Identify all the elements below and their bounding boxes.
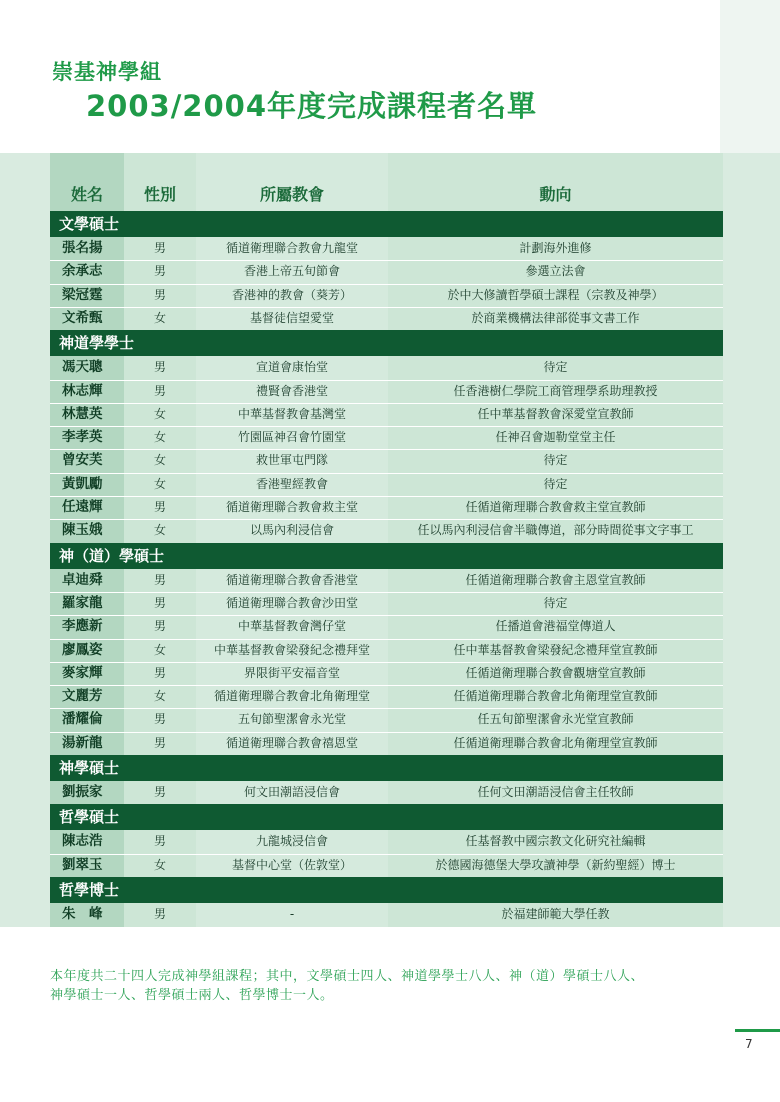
gender-cell: 男 bbox=[153, 572, 166, 587]
gender-cell: 女 bbox=[153, 476, 166, 491]
gender-cell: 男 bbox=[153, 287, 166, 302]
direction-cell: 參選立法會 bbox=[525, 264, 586, 279]
table-row bbox=[50, 380, 723, 403]
church-cell: 五旬節聖潔會永光堂 bbox=[237, 712, 346, 727]
row-divider bbox=[50, 708, 723, 709]
gender-cell: 男 bbox=[153, 619, 166, 634]
page-title bbox=[86, 84, 537, 125]
church-cell: 救世軍屯門隊 bbox=[255, 453, 328, 468]
row-divider bbox=[50, 496, 723, 497]
table-row bbox=[50, 592, 723, 615]
church-cell: 界限街平安福音堂 bbox=[243, 665, 340, 680]
summary-line-2: 神學碩士一人、哲學碩士兩人、哲學博士一人。 bbox=[50, 988, 334, 1003]
church-cell: 循道衛理聯合教會香港堂 bbox=[225, 572, 358, 587]
row-divider bbox=[50, 615, 723, 616]
gender-cell: 女 bbox=[153, 430, 166, 445]
name-cell: 陳志浩 bbox=[50, 830, 124, 853]
church-cell: 香港聖經教會 bbox=[255, 476, 328, 491]
direction-cell: 待定 bbox=[543, 476, 568, 491]
name-cell: 劉翠玉 bbox=[50, 854, 124, 877]
header-church: 所屬教會 bbox=[259, 185, 324, 204]
name-cell: 林志輝 bbox=[50, 380, 124, 403]
church-cell: 宣道會康怡堂 bbox=[255, 360, 328, 375]
name-cell: 文希甄 bbox=[50, 307, 124, 330]
name-cell: 梁冠霆 bbox=[50, 284, 124, 307]
name-cell: 馮天聰 bbox=[50, 356, 124, 379]
name-cell: 張名揚 bbox=[50, 237, 124, 260]
section-header: 文學碩士 bbox=[50, 211, 723, 237]
table-row bbox=[50, 732, 723, 755]
row-divider bbox=[50, 519, 723, 520]
section-header: 哲學博士 bbox=[50, 877, 723, 903]
table-row bbox=[50, 903, 723, 926]
name-cell: 余承志 bbox=[50, 260, 124, 283]
direction-cell: 任循道衛理聯合教會觀塘堂宣教師 bbox=[465, 665, 646, 680]
name-cell: 任遠輝 bbox=[50, 496, 124, 519]
church-cell: 循道衛理聯合教會沙田堂 bbox=[225, 595, 358, 610]
section-header: 神（道）學碩士 bbox=[50, 543, 723, 569]
name-cell: 黃凱勵 bbox=[50, 473, 124, 496]
direction-cell: 任五旬節聖潔會永光堂宣教師 bbox=[477, 712, 634, 727]
row-divider bbox=[50, 426, 723, 427]
name-cell: 廖鳳姿 bbox=[50, 639, 124, 662]
direction-cell: 任神召會迦勒堂堂主任 bbox=[495, 430, 616, 445]
gender-cell: 男 bbox=[153, 735, 166, 750]
gender-cell: 女 bbox=[153, 642, 166, 657]
gender-cell: 男 bbox=[153, 834, 166, 849]
section-header: 神道學學士 bbox=[50, 330, 723, 356]
name-cell: 林慧英 bbox=[50, 403, 124, 426]
gender-cell: 男 bbox=[153, 665, 166, 680]
table-row bbox=[50, 307, 723, 330]
church-cell: 循道衛理聯合教會禧恩堂 bbox=[225, 735, 358, 750]
church-cell: 禮賢會香港堂 bbox=[255, 383, 328, 398]
department-title: 崇基神學組 bbox=[52, 60, 162, 84]
name-cell: 朱 峰 bbox=[50, 903, 124, 926]
row-divider bbox=[50, 380, 723, 381]
row-divider bbox=[50, 284, 723, 285]
name-cell: 潘耀倫 bbox=[50, 708, 124, 731]
page-number-bar bbox=[735, 1029, 780, 1032]
direction-cell: 待定 bbox=[543, 453, 568, 468]
name-cell: 曾安芙 bbox=[50, 449, 124, 472]
table-row bbox=[50, 356, 723, 379]
table-row bbox=[50, 830, 723, 853]
row-divider bbox=[50, 449, 723, 450]
direction-cell: 任播道會港福堂傳道人 bbox=[495, 619, 616, 634]
section-header: 神學碩士 bbox=[50, 755, 723, 781]
gender-cell: 男 bbox=[153, 360, 166, 375]
church-cell: 何文田潮語浸信會 bbox=[243, 785, 340, 799]
name-cell: 文麗芳 bbox=[50, 685, 124, 708]
gender-cell: 女 bbox=[153, 406, 166, 421]
gender-cell: 男 bbox=[153, 264, 166, 279]
direction-cell: 於福建師範大學任教 bbox=[501, 906, 610, 921]
gender-cell: 男 bbox=[153, 241, 166, 255]
church-cell: 以馬內利浸信會 bbox=[249, 523, 334, 538]
direction-cell: 計劃海外進修 bbox=[519, 241, 592, 255]
direction-cell: 任循道衛理聯合教會北角衛理堂宣教師 bbox=[453, 689, 658, 704]
table-row bbox=[50, 426, 723, 449]
name-cell: 陳玉娥 bbox=[50, 519, 124, 542]
row-divider bbox=[50, 307, 723, 308]
gender-cell: 男 bbox=[153, 500, 166, 514]
direction-cell: 待定 bbox=[543, 595, 568, 610]
table-row bbox=[50, 569, 723, 592]
table-row bbox=[50, 854, 723, 877]
direction-cell: 任中華基督教會深愛堂宣教師 bbox=[477, 406, 634, 421]
table-row bbox=[50, 781, 723, 804]
church-cell: 中華基督教會基灣堂 bbox=[237, 406, 346, 421]
church-cell: 循道衛理聯合教會救主堂 bbox=[225, 500, 358, 514]
direction-cell: 任以馬內利浸信會半職傳道，部分時間從事文字事工 bbox=[417, 523, 694, 538]
direction-cell: 於德國海德堡大學攻讀神學（新約聖經）博士 bbox=[435, 857, 676, 872]
summary-line-1: 本年度共二十四人完成神學組課程；其中，文學碩士四人、神道學學士八人、神（道）學碩士八人、 bbox=[50, 969, 645, 984]
name-cell: 湯新龍 bbox=[50, 732, 124, 755]
header-gender: 性別 bbox=[143, 185, 176, 204]
direction-cell: 任循道衛理聯合教會北角衛理堂宣教師 bbox=[453, 735, 658, 750]
table-row bbox=[50, 284, 723, 307]
gender-cell: 男 bbox=[153, 595, 166, 610]
gender-cell: 女 bbox=[153, 857, 166, 872]
section-header: 哲學碩士 bbox=[50, 804, 723, 830]
church-cell: 中華基督教會灣仔堂 bbox=[237, 619, 346, 634]
name-cell: 卓迪舜 bbox=[50, 569, 124, 592]
gender-cell: 男 bbox=[153, 785, 166, 799]
header-shade bbox=[720, 0, 780, 153]
gender-cell: 女 bbox=[153, 453, 166, 468]
row-divider bbox=[50, 639, 723, 640]
row-divider bbox=[50, 685, 723, 686]
church-cell: 循道衛理聯合教會北角衛理堂 bbox=[213, 689, 370, 704]
direction-cell: 於商業機構法律部從事文書工作 bbox=[471, 310, 640, 325]
table-row bbox=[50, 639, 723, 662]
church-cell: 循道衛理聯合教會九龍堂 bbox=[225, 241, 358, 255]
header-direction: 動向 bbox=[539, 185, 572, 204]
gender-cell: 女 bbox=[153, 523, 166, 538]
church-cell: 基督徒信望愛堂 bbox=[249, 310, 334, 325]
row-divider bbox=[50, 732, 723, 733]
table-row bbox=[50, 496, 723, 519]
table-row bbox=[50, 449, 723, 472]
gender-cell: 女 bbox=[153, 689, 166, 704]
table-row bbox=[50, 237, 723, 260]
table-row bbox=[50, 473, 723, 496]
church-cell: 竹園區神召會竹園堂 bbox=[237, 430, 346, 445]
row-divider bbox=[50, 403, 723, 404]
gender-cell: 男 bbox=[153, 906, 166, 921]
table-row bbox=[50, 708, 723, 731]
church-cell: 九龍城浸信會 bbox=[255, 834, 328, 849]
direction-cell: 待定 bbox=[543, 360, 568, 375]
page-title-text: 完成課程者名單 bbox=[327, 89, 538, 123]
direction-cell: 任基督教中國宗教文化研究社編輯 bbox=[465, 834, 646, 849]
table-row bbox=[50, 685, 723, 708]
table-row bbox=[50, 615, 723, 638]
church-cell: 中華基督教會梁發紀念禮拜堂 bbox=[213, 642, 370, 657]
name-cell: 李應新 bbox=[50, 615, 124, 638]
direction-cell: 任何文田潮語浸信會主任牧師 bbox=[477, 785, 634, 799]
table-row bbox=[50, 403, 723, 426]
row-divider bbox=[50, 854, 723, 855]
table-row bbox=[50, 662, 723, 685]
gender-cell: 男 bbox=[153, 712, 166, 727]
table-row bbox=[50, 260, 723, 283]
table-row bbox=[50, 519, 723, 542]
direction-cell: 任循道衛理聯合教會救主堂宣教師 bbox=[465, 500, 646, 514]
name-cell: 劉振家 bbox=[50, 781, 124, 804]
direction-cell: 任香港樹仁學院工商管理學系助理教授 bbox=[453, 383, 658, 398]
row-divider bbox=[50, 473, 723, 474]
direction-cell: 任中華基督教會梁發紀念禮拜堂宣教師 bbox=[453, 642, 658, 657]
row-divider bbox=[50, 662, 723, 663]
name-cell: 李孝英 bbox=[50, 426, 124, 449]
header-name: 姓名 bbox=[70, 185, 103, 204]
direction-cell: 任循道衛理聯合教會主恩堂宣教師 bbox=[465, 572, 646, 587]
table-header bbox=[50, 153, 723, 211]
row-divider bbox=[50, 260, 723, 261]
gender-cell: 男 bbox=[153, 383, 166, 398]
name-cell: 麥家輝 bbox=[50, 662, 124, 685]
name-cell: 羅家龍 bbox=[50, 592, 124, 615]
church-cell: - bbox=[289, 906, 295, 921]
page-number: 7 bbox=[745, 1037, 753, 1051]
church-cell: 基督中心堂（佐敦堂） bbox=[231, 857, 352, 872]
row-divider bbox=[50, 592, 723, 593]
church-cell: 香港神的教會（葵芳） bbox=[231, 287, 352, 302]
direction-cell: 於中大修讀哲學碩士課程（宗教及神學） bbox=[447, 287, 664, 302]
church-cell: 香港上帝五旬節會 bbox=[243, 264, 340, 279]
summary-note bbox=[50, 967, 710, 1005]
page-title-year: 2003/2004年度 bbox=[86, 89, 328, 123]
gender-cell: 女 bbox=[153, 310, 166, 325]
